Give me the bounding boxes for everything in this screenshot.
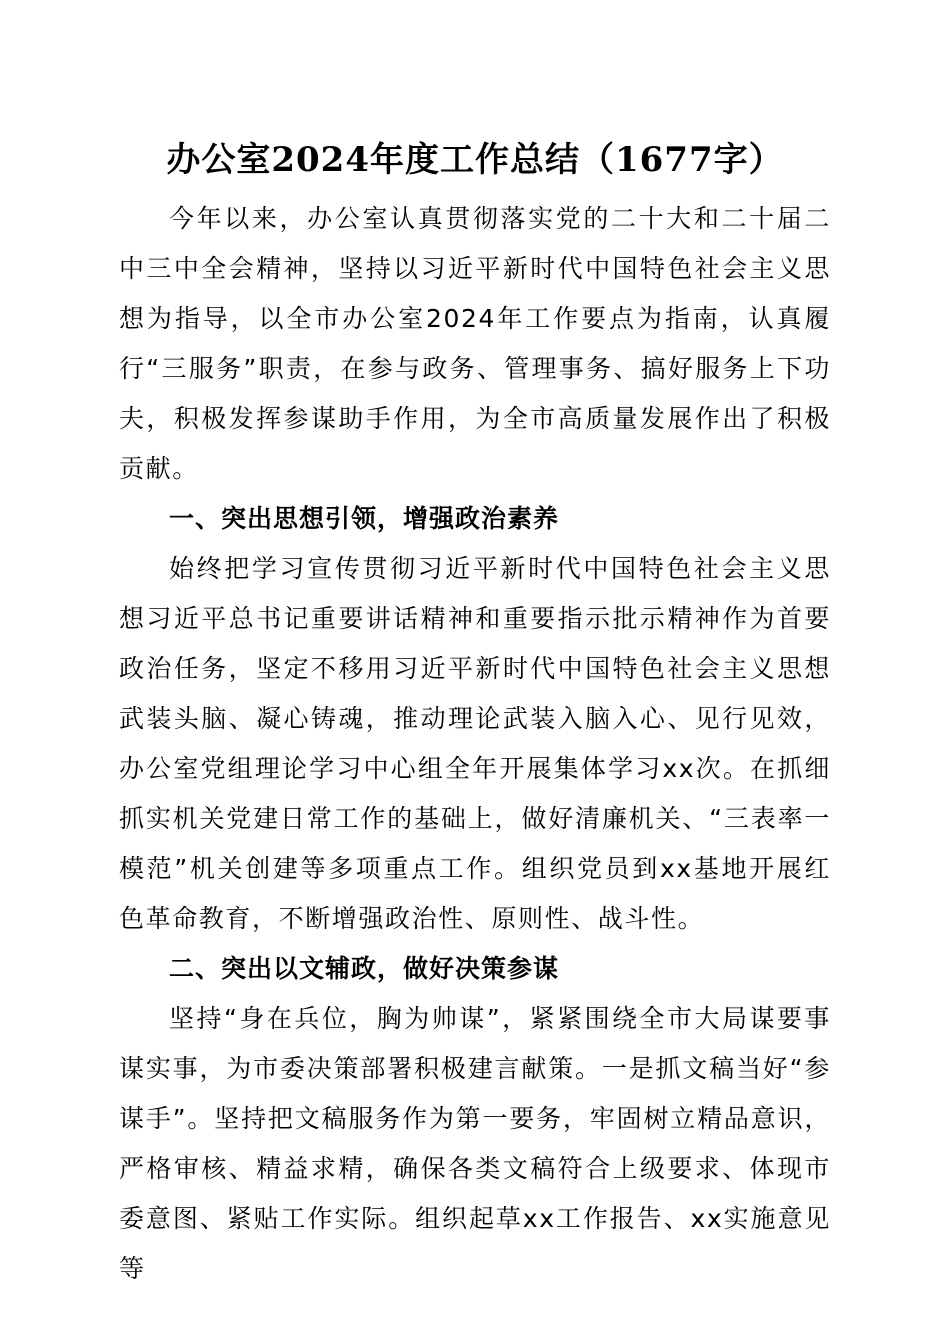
document-title: 办公室2024年度工作总结（1677字） [166, 140, 784, 180]
document-body [119, 194, 831, 1294]
section-paragraph-2: 坚持“身在兵位，胸为帅谋”，紧紧围绕全市大局谋要事谋实事，为市委决策部署积极建言献策。一是抓文稿当好“参谋手”。坚持把文稿服务作为第一要务，牢固树立精品意识，严格审核、精益求精，确保各类文稿符合上级要求、体现市委意图、紧贴工作实际。组织起草xx工作报告、xx实施意见等 [119, 1004, 831, 1283]
section-heading-2: 二、突出以文辅政，做好决策参谋 [169, 954, 560, 983]
section-heading-1: 一、突出思想引领，增强政治素养 [169, 504, 560, 533]
intro-paragraph: 今年以来，办公室认真贯彻落实党的二十大和二十届二中三中全会精神，坚持以习近平新时代中国特色社会主义思想为指导，以全市办公室2024年工作要点为指南，认真履行“三服务”职责，在参与政务、管理事务、搞好服务上下功夫，积极发挥参谋助手作用，为全市高质量发展作出了积极贡献。 [119, 204, 831, 483]
section-paragraph-1: 始终把学习宣传贯彻习近平新时代中国特色社会主义思想习近平总书记重要讲话精神和重要指示批示精神作为首要政治任务，坚定不移用习近平新时代中国特色社会主义思想武装头脑、凝心铸魂，推动理论武装入脑入心、见行见效，办公室党组理论学习中心组全年开展集体学习xx次。在抓细抓实机关党建日常工作的基础上，做好清廉机关、“三表率一模范”机关创建等多项重点工作。组织党员到xx基地开展红色革命教育，不断增强政治性、原则性、战斗性。 [119, 554, 831, 933]
